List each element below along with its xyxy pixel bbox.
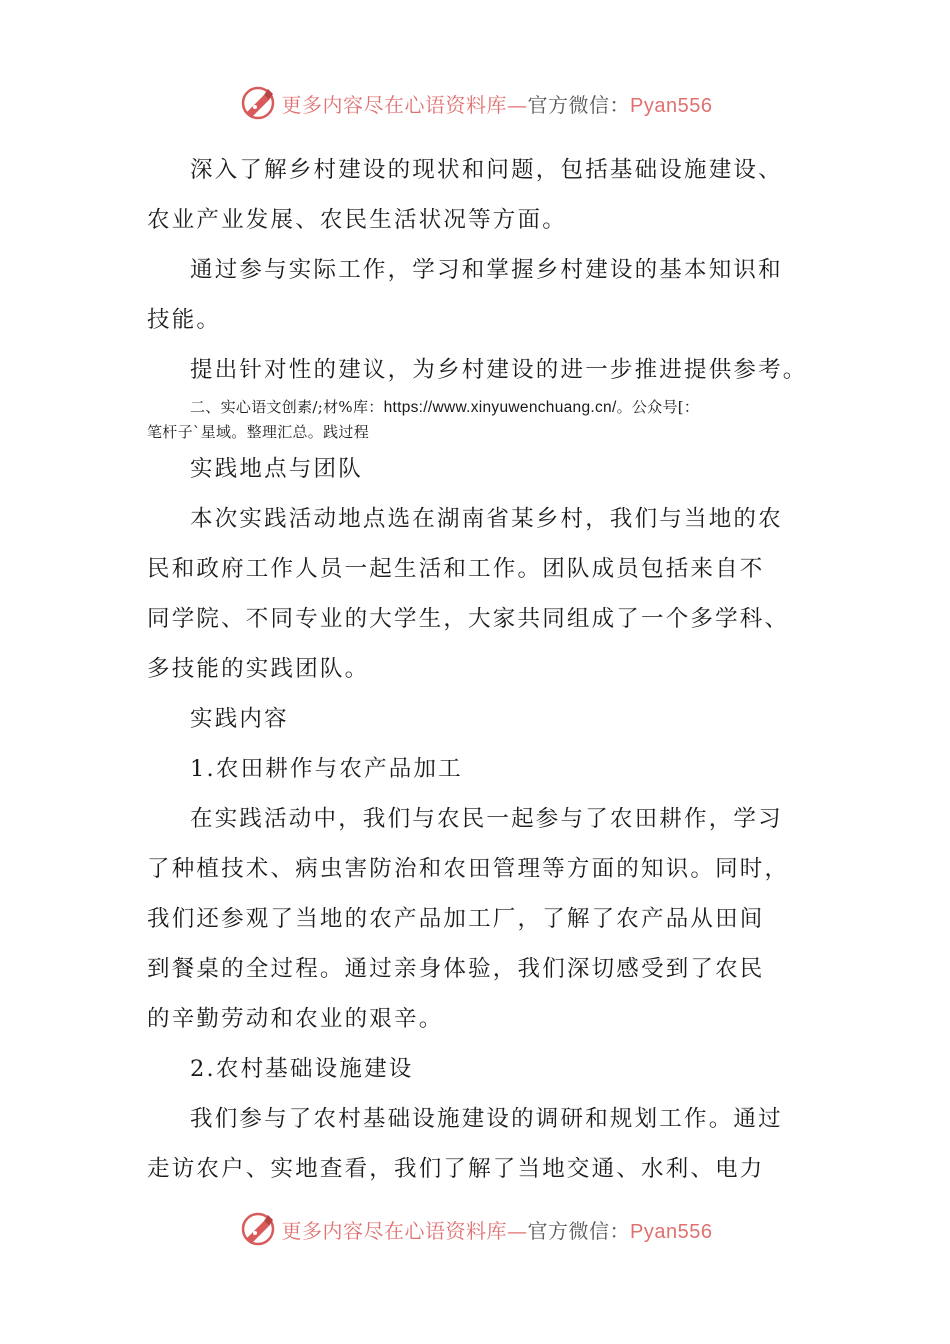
source-link: https://www.xinyuwenchuang.cn/ bbox=[383, 399, 617, 416]
banner-text: 更多内容尽在心语资料库—官方微信：Pyan556 bbox=[281, 92, 713, 117]
paragraph-line: 多技能的实践团队。 bbox=[147, 656, 370, 682]
watermark-note: 二、实心语文创素/;材%库：https://www.xinyuwenchuang.cn/。公众号[： bbox=[190, 398, 700, 416]
paragraph-line: 同学院、不同专业的大学生，大家共同组成了一个多学科、 bbox=[147, 606, 790, 632]
footer-banner bbox=[0, 1209, 950, 1249]
subsection-heading: 2.农村基础设施建设 bbox=[190, 1056, 414, 1082]
paragraph-line: 到餐桌的全过程。通过亲身体验，我们深切感受到了农民 bbox=[147, 956, 765, 982]
banner-text: 更多内容尽在心语资料库—官方微信：Pyan556 bbox=[281, 1218, 713, 1243]
document-body bbox=[147, 145, 807, 1194]
paragraph-line: 提出针对性的建议，为乡村建设的进一步推进提供参考。 bbox=[190, 357, 808, 383]
paragraph-line: 走访农户、实地查看，我们了解了当地交通、水利、电力 bbox=[147, 1156, 765, 1182]
paragraph-line: 在实践活动中，我们与农民一起参与了农田耕作，学习 bbox=[190, 806, 783, 832]
subsection-heading: 1.农田耕作与农产品加工 bbox=[190, 756, 463, 782]
paragraph-line: 农业产业发展、农民生活状况等方面。 bbox=[147, 207, 567, 233]
watermark-note: 笔杆子`星域。整理汇总。践过程 bbox=[147, 423, 370, 441]
paragraph-line: 技能。 bbox=[147, 307, 222, 333]
paragraph-line: 了种植技术、病虫害防治和农田管理等方面的知识。同时， bbox=[147, 856, 790, 882]
pen-nib-logo-icon bbox=[238, 1209, 278, 1249]
paragraph-line: 深入了解乡村建设的现状和问题，包括基础设施建设、 bbox=[190, 157, 783, 183]
pen-nib-logo-icon bbox=[238, 83, 278, 123]
paragraph-line: 我们参与了农村基础设施建设的调研和规划工作。通过 bbox=[190, 1106, 783, 1132]
paragraph-line: 的辛勤劳动和农业的艰辛。 bbox=[147, 1006, 444, 1032]
section-heading: 实践地点与团队 bbox=[190, 456, 363, 482]
paragraph-line: 通过参与实际工作，学习和掌握乡村建设的基本知识和 bbox=[190, 257, 783, 283]
header-banner bbox=[0, 83, 950, 123]
paragraph-line: 本次实践活动地点选在湖南省某乡村，我们与当地的农 bbox=[190, 506, 783, 532]
paragraph-line: 民和政府工作人员一起生活和工作。团队成员包括来自不 bbox=[147, 556, 765, 582]
section-heading: 实践内容 bbox=[190, 706, 289, 732]
paragraph-line: 我们还参观了当地的农产品加工厂，了解了农产品从田间 bbox=[147, 906, 765, 932]
